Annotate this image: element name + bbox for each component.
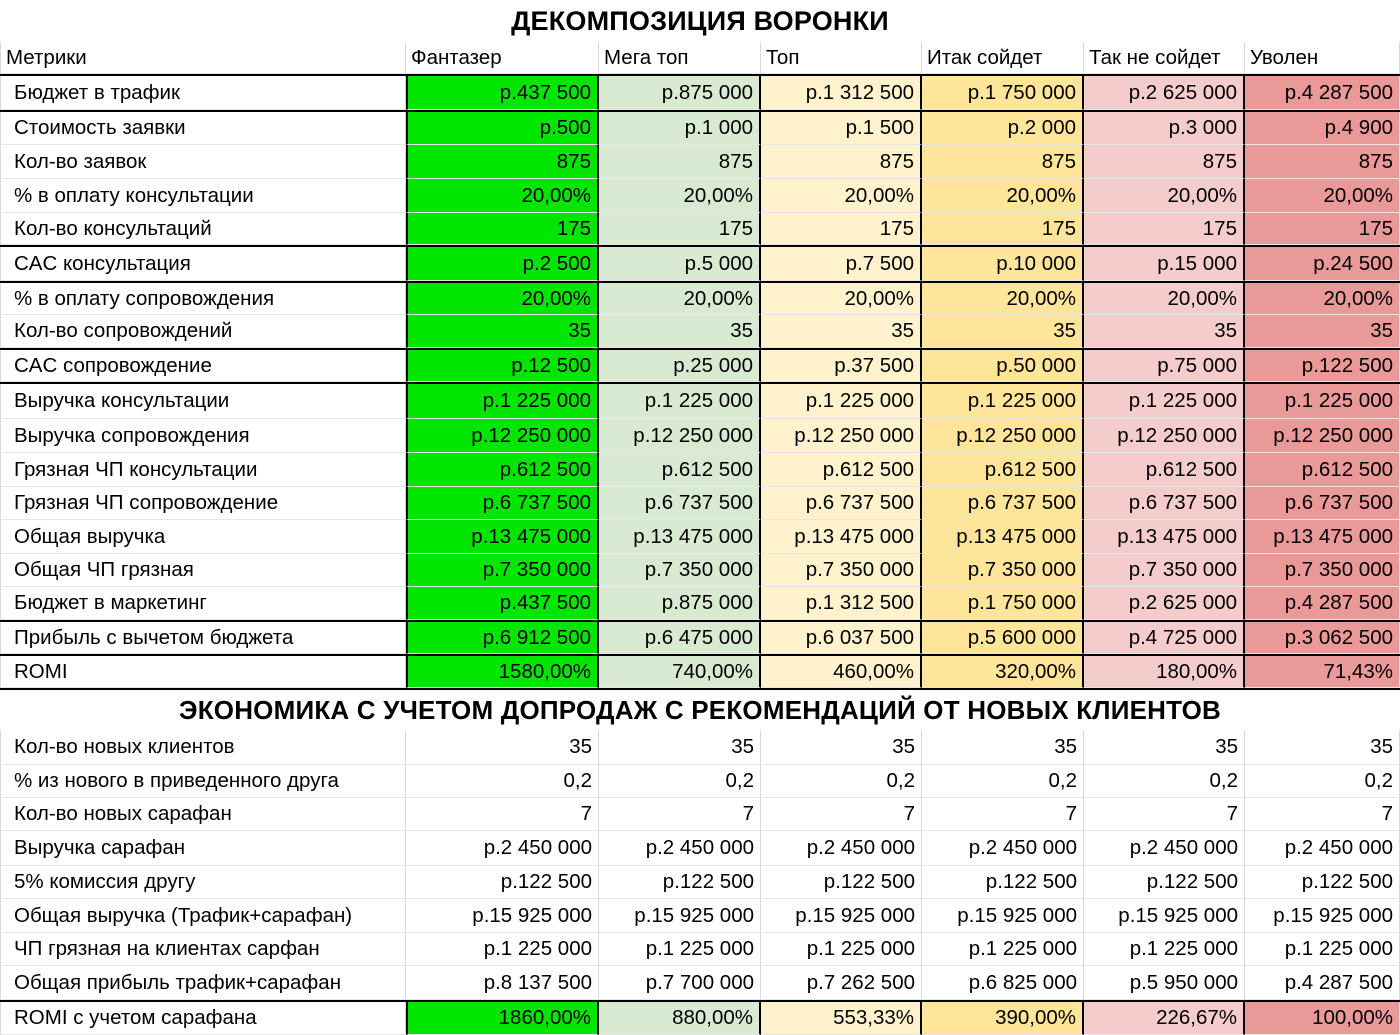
funnel-cell-uvolen[interactable]: р.122 500: [1245, 350, 1400, 382]
referral-row: [0, 798, 1400, 831]
funnel-cell-tak-ne-soydet[interactable]: р.3 000: [1084, 112, 1245, 145]
funnel-row-label[interactable]: Кол-во сопровождений: [0, 315, 406, 348]
funnel-cell-mega-top[interactable]: 175: [599, 213, 761, 245]
referral-cell-mega-top[interactable]: 880,00%: [599, 1002, 761, 1035]
header-fantazer[interactable]: Фантазер: [406, 42, 599, 74]
funnel-cell-fantazer[interactable]: 1580,00%: [406, 656, 599, 688]
funnel-cell-mega-top[interactable]: 875: [599, 145, 761, 179]
funnel-cell-itak-soydet[interactable]: р.5 600 000: [922, 622, 1084, 654]
referral-cell-fantazer[interactable]: р.15 925 000: [406, 899, 599, 933]
funnel-cell-itak-soydet[interactable]: р.13 475 000: [922, 520, 1084, 554]
funnel-row: [0, 382, 1400, 419]
funnel-row-label[interactable]: Общая ЧП грязная: [0, 554, 406, 587]
funnel-cell-top[interactable]: 20,00%: [761, 179, 922, 213]
referral-row-label[interactable]: Кол-во новых клиентов: [0, 730, 406, 765]
referral-row-label[interactable]: % из нового в приведенного друга: [0, 765, 406, 798]
funnel-row: [0, 453, 1400, 487]
funnel-cell-tak-ne-soydet[interactable]: 875: [1084, 145, 1245, 179]
funnel-row: [0, 179, 1400, 213]
referral-cell-tak-ne-soydet[interactable]: 35: [1084, 730, 1245, 765]
funnel-row: [0, 620, 1400, 654]
referral-row: [0, 866, 1400, 899]
referral-row: [0, 966, 1400, 1000]
funnel-cell-itak-soydet[interactable]: 35: [922, 315, 1084, 348]
funnel-cell-itak-soydet[interactable]: р.2 000: [922, 112, 1084, 145]
funnel-cell-itak-soydet[interactable]: р.10 000: [922, 247, 1084, 281]
funnel-row-label[interactable]: Бюджет в маркетинг: [0, 587, 406, 620]
funnel-row: [0, 654, 1400, 688]
referral-cell-top[interactable]: 553,33%: [761, 1002, 922, 1035]
funnel-cell-top[interactable]: р.6 037 500: [761, 622, 922, 654]
funnel-cell-top[interactable]: р.6 737 500: [761, 487, 922, 520]
funnel-cell-itak-soydet[interactable]: 175: [922, 213, 1084, 245]
funnel-row-label[interactable]: Выручка сопровождения: [0, 419, 406, 453]
referral-cell-uvolen[interactable]: р.1 225 000: [1245, 933, 1400, 966]
referral-row-label[interactable]: Выручка сарафан: [0, 831, 406, 866]
funnel-cell-tak-ne-soydet[interactable]: 20,00%: [1084, 283, 1245, 315]
funnel-row: [0, 419, 1400, 453]
header-tak-ne-soydet[interactable]: Так не сойдет: [1084, 42, 1245, 74]
funnel-cell-fantazer[interactable]: 20,00%: [406, 179, 599, 213]
funnel-cell-uvolen[interactable]: 175: [1245, 213, 1400, 245]
referral-cell-mega-top[interactable]: р.2 450 000: [599, 831, 761, 866]
referral-cell-fantazer[interactable]: р.1 225 000: [406, 933, 599, 966]
funnel-cell-itak-soydet[interactable]: р.50 000: [922, 350, 1084, 382]
referral-cell-top[interactable]: р.122 500: [761, 866, 922, 899]
funnel-cell-fantazer[interactable]: р.437 500: [406, 76, 599, 110]
funnel-row-label[interactable]: CAC сопровождение: [0, 350, 406, 382]
funnel-cell-mega-top[interactable]: р.7 350 000: [599, 554, 761, 587]
funnel-cell-tak-ne-soydet[interactable]: 175: [1084, 213, 1245, 245]
referral-row-label[interactable]: 5% комиссия другу: [0, 866, 406, 899]
funnel-row: [0, 487, 1400, 520]
funnel-cell-mega-top[interactable]: р.6 737 500: [599, 487, 761, 520]
funnel-row-label[interactable]: Прибыль с вычетом бюджета: [0, 622, 406, 654]
funnel-cell-mega-top[interactable]: р.12 250 000: [599, 419, 761, 453]
referral-cell-tak-ne-soydet[interactable]: р.2 450 000: [1084, 831, 1245, 866]
funnel-cell-tak-ne-soydet[interactable]: р.6 737 500: [1084, 487, 1245, 520]
funnel-row-label[interactable]: % в оплату сопровождения: [0, 283, 406, 315]
funnel-cell-fantazer[interactable]: 875: [406, 145, 599, 179]
referral-cell-mega-top[interactable]: р.1 225 000: [599, 933, 761, 966]
funnel-row: [0, 315, 1400, 348]
funnel-cell-uvolen[interactable]: р.612 500: [1245, 453, 1400, 487]
referral-cell-itak-soydet[interactable]: 0,2: [922, 765, 1084, 798]
referral-cell-top[interactable]: 7: [761, 798, 922, 831]
referral-row-label[interactable]: ЧП грязная на клиентах сарфан: [0, 933, 406, 966]
funnel-row: [0, 587, 1400, 620]
funnel-cell-mega-top[interactable]: р.6 475 000: [599, 622, 761, 654]
funnel-row-label[interactable]: Кол-во заявок: [0, 145, 406, 179]
funnel-cell-fantazer[interactable]: р.1 225 000: [406, 384, 599, 419]
funnel-cell-uvolen[interactable]: 35: [1245, 315, 1400, 348]
referral-cell-itak-soydet[interactable]: р.122 500: [922, 866, 1084, 899]
funnel-cell-itak-soydet[interactable]: р.7 350 000: [922, 554, 1084, 587]
referral-row-label[interactable]: Общая прибыль трафик+сарафан: [0, 966, 406, 1000]
funnel-cell-mega-top[interactable]: р.13 475 000: [599, 520, 761, 554]
funnel-row-label[interactable]: Кол-во консультаций: [0, 213, 406, 245]
funnel-cell-fantazer[interactable]: р.6 912 500: [406, 622, 599, 654]
referral-cell-top[interactable]: р.2 450 000: [761, 831, 922, 866]
funnel-cell-top[interactable]: р.12 250 000: [761, 419, 922, 453]
funnel-cell-fantazer[interactable]: р.13 475 000: [406, 520, 599, 554]
funnel-cell-fantazer[interactable]: р.12 250 000: [406, 419, 599, 453]
funnel-cell-mega-top[interactable]: р.1 000: [599, 112, 761, 145]
funnel-row-label[interactable]: Грязная ЧП сопровождение: [0, 487, 406, 520]
funnel-cell-uvolen[interactable]: 71,43%: [1245, 656, 1400, 688]
referral-cell-uvolen[interactable]: 35: [1245, 730, 1400, 765]
referral-cell-mega-top[interactable]: 0,2: [599, 765, 761, 798]
referral-cell-uvolen[interactable]: р.15 925 000: [1245, 899, 1400, 933]
funnel-cell-uvolen[interactable]: 20,00%: [1245, 283, 1400, 315]
header-uvolen[interactable]: Уволен: [1245, 42, 1400, 74]
funnel-row: [0, 74, 1400, 110]
funnel-cell-itak-soydet[interactable]: р.1 750 000: [922, 587, 1084, 620]
section2-title: ЭКОНОМИКА С УЧЕТОМ ДОПРОДАЖ С РЕКОМЕНДАЦИЙ ОТ НОВЫХ КЛИЕНТОВ: [0, 688, 1400, 730]
funnel-cell-tak-ne-soydet[interactable]: 35: [1084, 315, 1245, 348]
referral-cell-top[interactable]: р.1 225 000: [761, 933, 922, 966]
funnel-cell-itak-soydet[interactable]: 875: [922, 145, 1084, 179]
funnel-cell-uvolen[interactable]: р.24 500: [1245, 247, 1400, 281]
funnel-cell-itak-soydet[interactable]: р.1 750 000: [922, 76, 1084, 110]
funnel-cell-tak-ne-soydet[interactable]: р.2 625 000: [1084, 76, 1245, 110]
funnel-cell-fantazer[interactable]: 20,00%: [406, 283, 599, 315]
referral-cell-tak-ne-soydet[interactable]: р.122 500: [1084, 866, 1245, 899]
referral-cell-tak-ne-soydet[interactable]: р.1 225 000: [1084, 933, 1245, 966]
funnel-cell-uvolen[interactable]: р.1 225 000: [1245, 384, 1400, 419]
funnel-cell-top[interactable]: 35: [761, 315, 922, 348]
funnel-cell-top[interactable]: 175: [761, 213, 922, 245]
funnel-cell-tak-ne-soydet[interactable]: 20,00%: [1084, 179, 1245, 213]
funnel-row: [0, 520, 1400, 554]
funnel-cell-tak-ne-soydet[interactable]: р.7 350 000: [1084, 554, 1245, 587]
funnel-row: [0, 110, 1400, 145]
funnel-cell-uvolen[interactable]: р.4 287 500: [1245, 76, 1400, 110]
funnel-cell-itak-soydet[interactable]: р.6 737 500: [922, 487, 1084, 520]
funnel-cell-tak-ne-soydet[interactable]: р.15 000: [1084, 247, 1245, 281]
funnel-cell-mega-top[interactable]: 35: [599, 315, 761, 348]
funnel-cell-tak-ne-soydet[interactable]: р.12 250 000: [1084, 419, 1245, 453]
funnel-cell-uvolen[interactable]: р.12 250 000: [1245, 419, 1400, 453]
referral-cell-uvolen[interactable]: р.122 500: [1245, 866, 1400, 899]
funnel-cell-fantazer[interactable]: р.612 500: [406, 453, 599, 487]
referral-cell-mega-top[interactable]: р.15 925 000: [599, 899, 761, 933]
header-top[interactable]: Топ: [761, 42, 922, 74]
funnel-cell-top[interactable]: р.1 312 500: [761, 76, 922, 110]
funnel-cell-top[interactable]: 460,00%: [761, 656, 922, 688]
funnel-row: [0, 145, 1400, 179]
funnel-row: [0, 213, 1400, 245]
referral-cell-uvolen[interactable]: 100,00%: [1245, 1002, 1400, 1035]
funnel-row: [0, 554, 1400, 587]
referral-cell-fantazer[interactable]: р.2 450 000: [406, 831, 599, 866]
funnel-cell-itak-soydet[interactable]: 20,00%: [922, 179, 1084, 213]
funnel-cell-itak-soydet[interactable]: р.12 250 000: [922, 419, 1084, 453]
funnel-cell-tak-ne-soydet[interactable]: 180,00%: [1084, 656, 1245, 688]
funnel-cell-top[interactable]: р.1 225 000: [761, 384, 922, 419]
referral-cell-mega-top[interactable]: р.7 700 000: [599, 966, 761, 1000]
funnel-cell-fantazer[interactable]: р.6 737 500: [406, 487, 599, 520]
header-itak-soydet[interactable]: Итак сойдет: [922, 42, 1084, 74]
referral-cell-uvolen[interactable]: 0,2: [1245, 765, 1400, 798]
referral-cell-top[interactable]: 35: [761, 730, 922, 765]
referral-cell-itak-soydet[interactable]: 7: [922, 798, 1084, 831]
referral-cell-itak-soydet[interactable]: р.6 825 000: [922, 966, 1084, 1000]
referral-cell-fantazer[interactable]: 1860,00%: [406, 1002, 599, 1035]
funnel-row-label[interactable]: ROMI: [0, 656, 406, 688]
referral-row-label[interactable]: Общая выручка (Трафик+сарафан): [0, 899, 406, 933]
funnel-cell-top[interactable]: р.1 500: [761, 112, 922, 145]
funnel-cell-uvolen[interactable]: р.13 475 000: [1245, 520, 1400, 554]
referral-cell-itak-soydet[interactable]: р.1 225 000: [922, 933, 1084, 966]
funnel-cell-fantazer[interactable]: р.2 500: [406, 247, 599, 281]
funnel-cell-top[interactable]: р.1 312 500: [761, 587, 922, 620]
referral-row-label[interactable]: Кол-во новых сарафан: [0, 798, 406, 831]
funnel-row-label[interactable]: CAC консультация: [0, 247, 406, 281]
funnel-cell-tak-ne-soydet[interactable]: р.13 475 000: [1084, 520, 1245, 554]
referral-cell-uvolen[interactable]: р.2 450 000: [1245, 831, 1400, 866]
funnel-cell-tak-ne-soydet[interactable]: р.75 000: [1084, 350, 1245, 382]
funnel-cell-top[interactable]: р.13 475 000: [761, 520, 922, 554]
referral-row-label[interactable]: ROMI с учетом сарафана: [0, 1002, 406, 1035]
referral-cell-top[interactable]: р.15 925 000: [761, 899, 922, 933]
funnel-cell-top[interactable]: р.37 500: [761, 350, 922, 382]
funnel-cell-top[interactable]: р.612 500: [761, 453, 922, 487]
funnel-cell-tak-ne-soydet[interactable]: р.4 725 000: [1084, 622, 1245, 654]
funnel-cell-mega-top[interactable]: р.25 000: [599, 350, 761, 382]
funnel-row-label[interactable]: % в оплату консультации: [0, 179, 406, 213]
referral-row: [0, 1000, 1400, 1035]
funnel-row: [0, 348, 1400, 382]
funnel-cell-fantazer[interactable]: 35: [406, 315, 599, 348]
funnel-cell-mega-top[interactable]: 20,00%: [599, 179, 761, 213]
referral-row: [0, 899, 1400, 933]
funnel-cell-uvolen[interactable]: 875: [1245, 145, 1400, 179]
referral-cell-top[interactable]: р.7 262 500: [761, 966, 922, 1000]
funnel-cell-mega-top[interactable]: 740,00%: [599, 656, 761, 688]
funnel-cell-mega-top[interactable]: р.875 000: [599, 76, 761, 110]
funnel-cell-fantazer[interactable]: р.12 500: [406, 350, 599, 382]
funnel-cell-tak-ne-soydet[interactable]: р.1 225 000: [1084, 384, 1245, 419]
referral-cell-fantazer[interactable]: 0,2: [406, 765, 599, 798]
funnel-row: [0, 281, 1400, 315]
referral-cell-uvolen[interactable]: 7: [1245, 798, 1400, 831]
referral-row: [0, 831, 1400, 866]
funnel-row: [0, 245, 1400, 281]
funnel-cell-mega-top[interactable]: р.5 000: [599, 247, 761, 281]
funnel-row-label[interactable]: Стоимость заявки: [0, 112, 406, 145]
referral-cell-tak-ne-soydet[interactable]: 0,2: [1084, 765, 1245, 798]
referral-cell-mega-top[interactable]: 7: [599, 798, 761, 831]
referral-row: [0, 765, 1400, 798]
funnel-cell-fantazer[interactable]: 175: [406, 213, 599, 245]
funnel-cell-uvolen[interactable]: р.3 062 500: [1245, 622, 1400, 654]
funnel-cell-fantazer[interactable]: р.500: [406, 112, 599, 145]
referral-cell-itak-soydet[interactable]: 35: [922, 730, 1084, 765]
funnel-cell-uvolen[interactable]: р.4 287 500: [1245, 587, 1400, 620]
sheet-title: ДЕКОМПОЗИЦИЯ ВОРОНКИ: [511, 5, 889, 36]
funnel-cell-uvolen[interactable]: 20,00%: [1245, 179, 1400, 213]
referral-cell-itak-soydet[interactable]: р.15 925 000: [922, 899, 1084, 933]
funnel-cell-fantazer[interactable]: р.437 500: [406, 587, 599, 620]
referral-cell-tak-ne-soydet[interactable]: 226,67%: [1084, 1002, 1245, 1035]
referral-cell-itak-soydet[interactable]: 390,00%: [922, 1002, 1084, 1035]
funnel-cell-uvolen[interactable]: р.7 350 000: [1245, 554, 1400, 587]
funnel-cell-uvolen[interactable]: р.6 737 500: [1245, 487, 1400, 520]
funnel-cell-top[interactable]: 875: [761, 145, 922, 179]
funnel-cell-itak-soydet[interactable]: 320,00%: [922, 656, 1084, 688]
referral-cell-mega-top[interactable]: 35: [599, 730, 761, 765]
funnel-row-label[interactable]: Грязная ЧП консультации: [0, 453, 406, 487]
header-row: [0, 42, 1400, 74]
funnel-cell-uvolen[interactable]: р.4 900: [1245, 112, 1400, 145]
funnel-cell-top[interactable]: 20,00%: [761, 283, 922, 315]
funnel-row-label[interactable]: Выручка консультации: [0, 384, 406, 419]
funnel-cell-itak-soydet[interactable]: 20,00%: [922, 283, 1084, 315]
referral-cell-fantazer[interactable]: 35: [406, 730, 599, 765]
referral-cell-fantazer[interactable]: р.122 500: [406, 866, 599, 899]
referral-cell-mega-top[interactable]: р.122 500: [599, 866, 761, 899]
header-metrics[interactable]: Метрики: [0, 42, 406, 74]
referral-cell-tak-ne-soydet[interactable]: р.5 950 000: [1084, 966, 1245, 1000]
funnel-cell-top[interactable]: р.7 500: [761, 247, 922, 281]
referral-cell-tak-ne-soydet[interactable]: 7: [1084, 798, 1245, 831]
funnel-cell-mega-top[interactable]: р.875 000: [599, 587, 761, 620]
funnel-cell-itak-soydet[interactable]: р.1 225 000: [922, 384, 1084, 419]
referral-cell-uvolen[interactable]: р.4 287 500: [1245, 966, 1400, 1000]
funnel-cell-mega-top[interactable]: р.1 225 000: [599, 384, 761, 419]
funnel-cell-mega-top[interactable]: 20,00%: [599, 283, 761, 315]
funnel-row-label[interactable]: Бюджет в трафик: [0, 76, 406, 110]
referral-cell-top[interactable]: 0,2: [761, 765, 922, 798]
referral-cell-fantazer[interactable]: 7: [406, 798, 599, 831]
funnel-cell-top[interactable]: р.7 350 000: [761, 554, 922, 587]
funnel-cell-mega-top[interactable]: р.612 500: [599, 453, 761, 487]
referral-row: [0, 933, 1400, 966]
referral-cell-tak-ne-soydet[interactable]: р.15 925 000: [1084, 899, 1245, 933]
funnel-row-label[interactable]: Общая выручка: [0, 520, 406, 554]
referral-cell-itak-soydet[interactable]: р.2 450 000: [922, 831, 1084, 866]
referral-cell-fantazer[interactable]: р.8 137 500: [406, 966, 599, 1000]
funnel-cell-itak-soydet[interactable]: р.612 500: [922, 453, 1084, 487]
header-mega-top[interactable]: Мега топ: [599, 42, 761, 74]
funnel-cell-tak-ne-soydet[interactable]: р.2 625 000: [1084, 587, 1245, 620]
funnel-cell-tak-ne-soydet[interactable]: р.612 500: [1084, 453, 1245, 487]
referral-row: [0, 730, 1400, 765]
funnel-cell-fantazer[interactable]: р.7 350 000: [406, 554, 599, 587]
